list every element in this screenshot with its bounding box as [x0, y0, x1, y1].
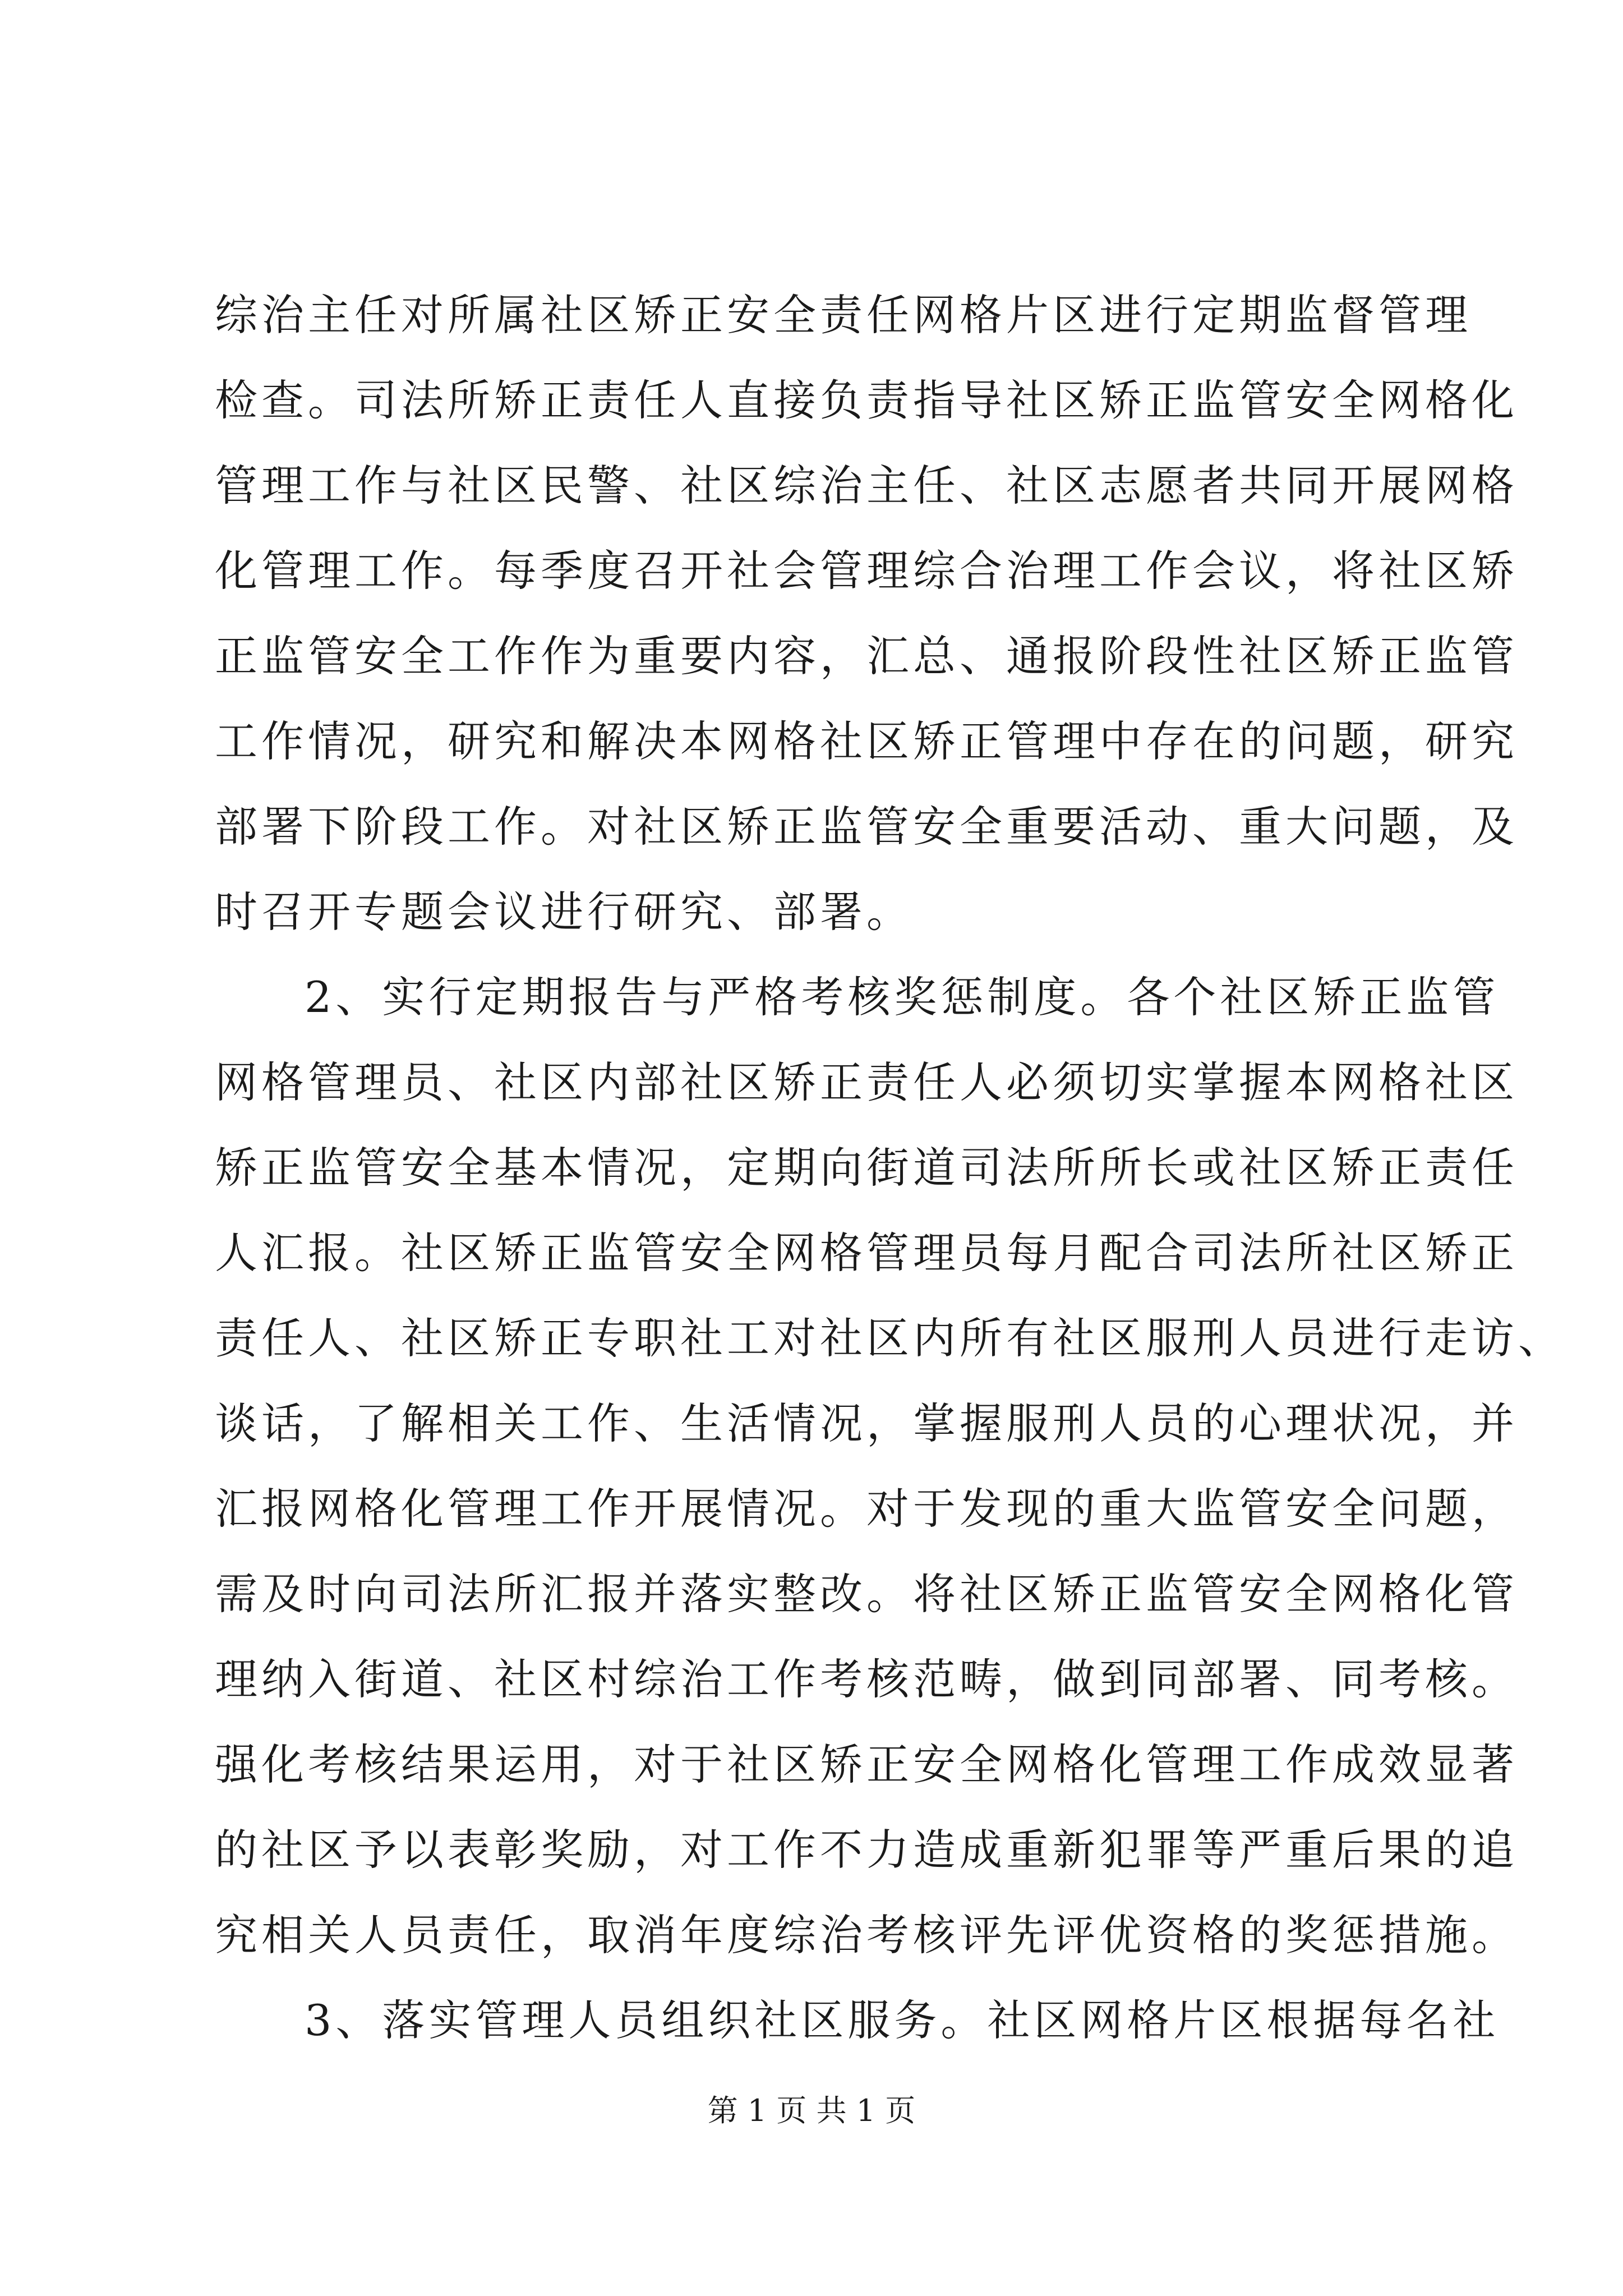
- text-line: 理纳入街道、社区村综治工作考核范畴，做到同部署、同考核。: [215, 1654, 1518, 1704]
- text-line: 网格管理员、社区内部社区矫正责任人必须切实掌握本网格社区: [215, 1057, 1518, 1107]
- body-text: [215, 273, 1565, 2063]
- text-line: 需及时向司法所汇报并落实整改。将社区矫正监管安全网格化管: [215, 1569, 1518, 1619]
- paragraph-start-line: 2、实行定期报告与严格考核奖惩制度。各个社区矫正监管: [305, 972, 1500, 1022]
- text-line: 检查。司法所矫正责任人直接负责指导社区矫正监管安全网格化: [215, 375, 1518, 425]
- text-line: 时召开专题会议进行研究、部署。: [215, 887, 913, 937]
- text-line: 谈话，了解相关工作、生活情况，掌握服刑人员的心理状况，并: [215, 1398, 1518, 1448]
- text-line: 究相关人员责任，取消年度综治考核评先评优资格的奖惩措施。: [215, 1910, 1518, 1960]
- text-line: 的社区予以表彰奖励，对工作不力造成重新犯罪等严重后果的追: [215, 1825, 1518, 1875]
- text-line: 部署下阶段工作。对社区矫正监管安全重要活动、重大问题，及: [215, 802, 1518, 852]
- text-line: 工作情况，研究和解决本网格社区矫正管理中存在的问题，研究: [215, 716, 1518, 766]
- text-line: 正监管安全工作作为重要内容，汇总、通报阶段性社区矫正监管: [215, 631, 1518, 681]
- text-line: 综治主任对所属社区矫正安全责任网格片区进行定期监督管理: [215, 290, 1472, 340]
- text-line: 矫正监管安全基本情况，定期向街道司法所所长或社区矫正责任: [215, 1143, 1518, 1193]
- text-line: 强化考核结果运用，对于社区矫正安全网格化管理工作成效显著: [215, 1740, 1518, 1789]
- paragraph-start-line: 3、落实管理人员组织社区服务。社区网格片区根据每名社: [305, 1995, 1500, 2045]
- text-line: 管理工作与社区民警、社区综治主任、社区志愿者共同开展网格: [215, 461, 1518, 510]
- text-line: 责任人、社区矫正专职社工对社区内所有社区服刑人员进行走访、: [215, 1313, 1565, 1363]
- text-line: 化管理工作。每季度召开社会管理综合治理工作会议，将社区矫: [215, 546, 1518, 596]
- page-footer: 第 1 页 共 1 页: [707, 2093, 916, 2128]
- text-line: 人汇报。社区矫正监管安全网格管理员每月配合司法所社区矫正: [215, 1228, 1518, 1278]
- text-line: 汇报网格化管理工作开展情况。对于发现的重大监管安全问题，: [215, 1484, 1518, 1534]
